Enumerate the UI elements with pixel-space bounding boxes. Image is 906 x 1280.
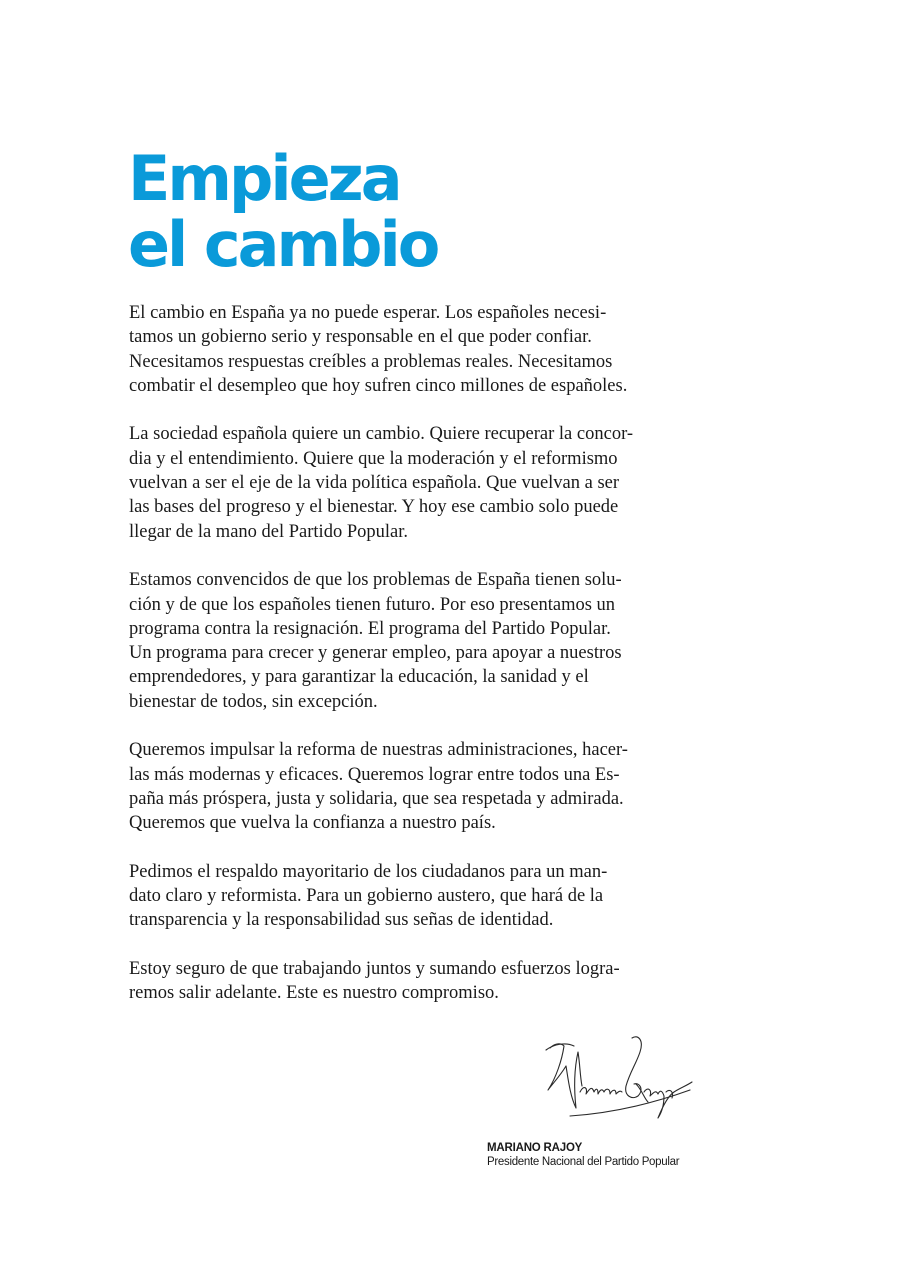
text-line: las bases del progreso y el bienestar. Y hoy ese cambio solo puede: [129, 497, 619, 518]
text-line: La sociedad española quiere un cambio. Quiere recuperar la concor-: [129, 424, 634, 445]
paragraph: [129, 301, 689, 398]
headline-line-2: el cambio: [128, 208, 438, 281]
letter-body: [129, 301, 689, 1030]
text-line: combatir el desempleo que hoy sufren cinco millones de españoles.: [129, 375, 628, 396]
text-line: remos salir adelante. Este es nuestro compromiso.: [129, 983, 499, 1004]
text-line: Estoy seguro de que trabajando juntos y sumando esfuerzos logra-: [129, 959, 620, 980]
text-line: dia y el entendimiento. Quiere que la moderación y el reformismo: [129, 448, 618, 469]
text-line: bienestar de todos, sin excepción.: [129, 691, 378, 712]
text-line: Un programa para crecer y generar empleo, para apoyar a nuestros: [129, 643, 622, 664]
text-line: tamos un gobierno serio y responsable en el que poder confiar.: [129, 327, 592, 348]
text-line: Pedimos el respaldo mayoritario de los ciudadanos para un man-: [129, 861, 608, 882]
signer-name: MARIANO RAJOY: [487, 1142, 583, 1154]
text-line: El cambio en España ya no puede esperar. Los españoles necesi-: [129, 303, 607, 323]
paragraph: [129, 860, 689, 933]
text-line: Estamos convencidos de que los problemas de España tienen solu-: [129, 570, 622, 591]
paragraph: [129, 957, 689, 1006]
text-line: transparencia y la responsabilidad sus señas de identidad.: [129, 910, 554, 931]
text-line: vuelvan a ser el eje de la vida política española. Que vuelvan a ser: [129, 473, 620, 494]
text-line: llegar de la mano del Partido Popular.: [129, 521, 408, 542]
text-line: emprendedores, y para garantizar la educación, la sanidad y el: [129, 667, 589, 688]
headline: [128, 142, 438, 281]
text-line: Necesitamos respuestas creíbles a problemas reales. Necesitamos: [129, 351, 613, 372]
text-line: ción y de que los españoles tienen futuro. Por eso presentamos un: [129, 594, 616, 615]
paragraph: [129, 738, 689, 835]
paragraph: [129, 422, 689, 543]
text-line: Queremos impulsar la reforma de nuestras administraciones, hacer-: [129, 740, 628, 761]
handwritten-signature: [540, 1030, 700, 1126]
signer-block: [487, 1141, 679, 1169]
paragraph: [129, 568, 689, 714]
text-line: las más modernas y eficaces. Queremos lograr entre todos una Es-: [129, 764, 620, 785]
text-line: paña más próspera, justa y solidaria, que sea respetada y admirada.: [129, 788, 624, 809]
text-line: Queremos que vuelva la confianza a nuestro país.: [129, 813, 496, 834]
signer-role: Presidente Nacional del Partido Popular: [487, 1156, 680, 1168]
text-line: programa contra la resignación. El programa del Partido Popular.: [129, 618, 611, 639]
headline-line-1: Empieza: [128, 142, 400, 215]
text-line: dato claro y reformista. Para un gobierno austero, que hará de la: [129, 886, 604, 907]
